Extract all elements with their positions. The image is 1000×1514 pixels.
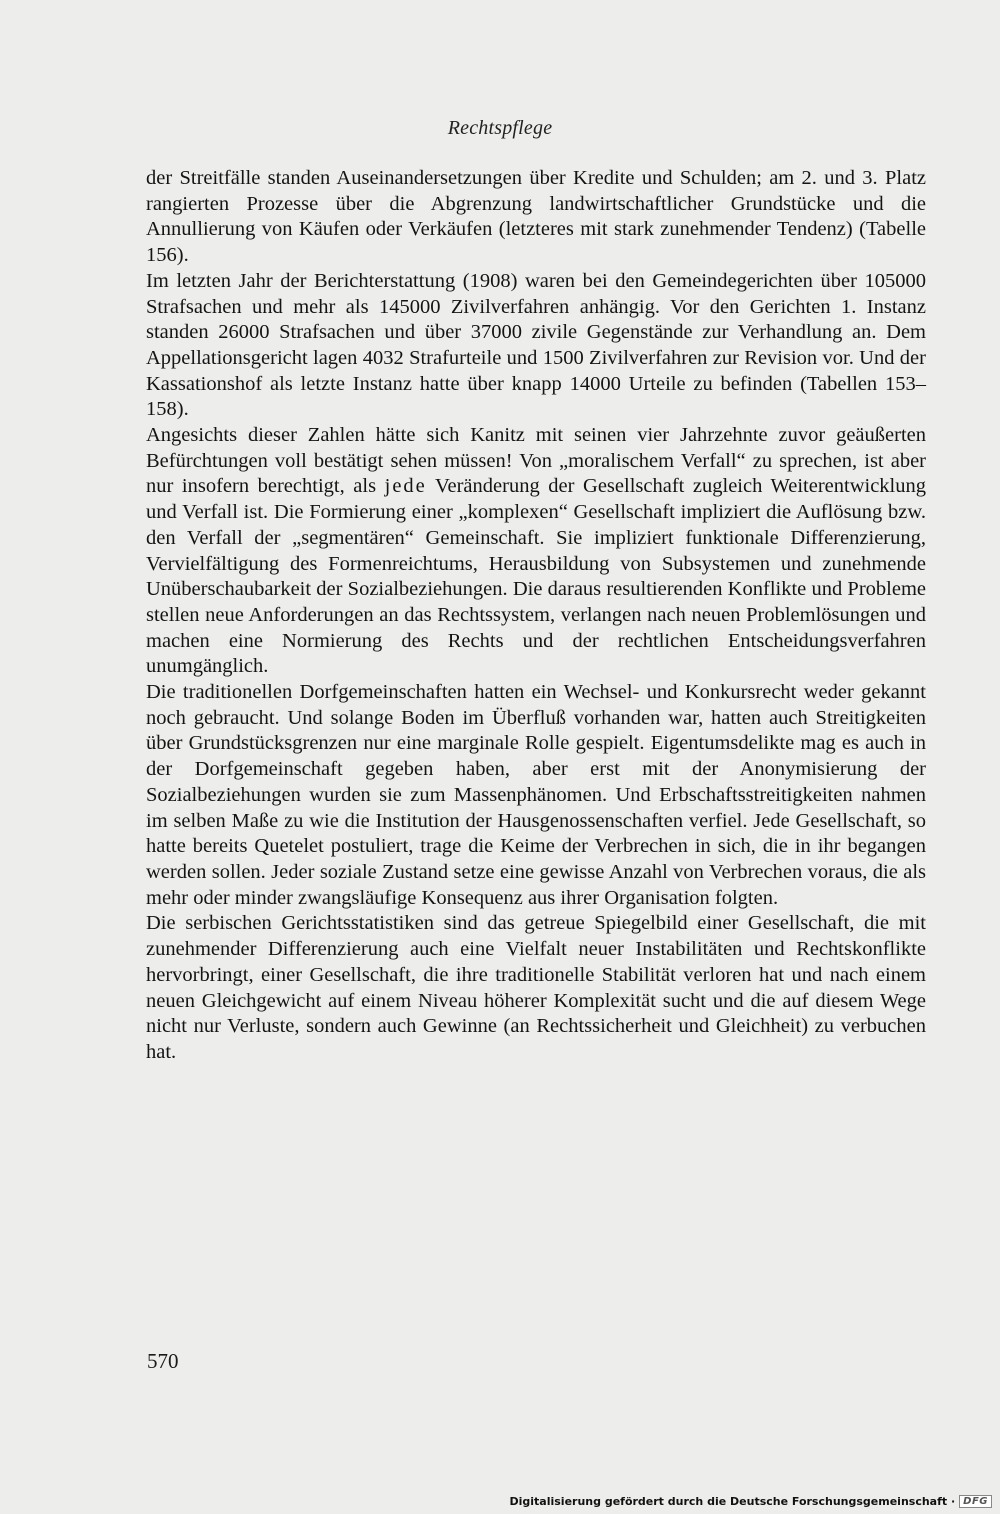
body-text — [146, 166, 926, 1066]
paragraph: Die serbischen Gerichtsstatistiken sind das getreue Spiegelbild einer Gesellschaft, die mit zunehmender Differenzierung auch eine Vielfalt neuer Instabilitäten und Rechtskonflikte hervorbringt, einer Gesellschaft, die ihre traditionelle Stabilität verloren hat und nach einem neuen Gleichgewicht auf einem Niveau höherer Komplexität sucht und die auf diesem Wege nicht nur Verluste, sondern auch Gewinne (an Rechtssicherheit und Gleichheit) zu verbuchen hat. — [146, 912, 926, 1063]
paragraph — [146, 423, 926, 680]
emphasized-word: jede — [384, 475, 427, 498]
paragraph: der Streitfälle standen Auseinandersetzungen über Kredite und Schulden; am 2. und 3. Platz rangierten Prozesse über die Abgrenzung landwirtschaftlicher Grundstücke und die Annullierung von Käufen oder Verkäufen (letzteres mit stark zunehmender Tendenz) (Tabelle 156). — [146, 167, 926, 267]
digitization-credit — [509, 1495, 992, 1508]
paragraph: Die traditionellen Dorfgemeinschaften hatten ein Wechsel- und Konkursrecht weder gekannt noch gebraucht. Und solange Boden im Überfluß vorhanden war, hatten auch Streitigkeiten über Grundstücksgrenzen nur eine marginale Rolle gespielt. Eigentumsdelikte mag es auch in der Dorfgemeinschaft gegeben haben, aber erst mit der Anonymisierung der Sozialbeziehungen wurden sie zum Massenphänomen. Und Erbschaftsstreitigkeiten nahmen im selben Maße zu wie die Institution der Hausgenossenschaften verfiel. Jede Gesellschaft, so hatte bereits Quetelet postuliert, trage die Keime der Verbrechen in sich, die in ihr begangen werden sollen. Jeder soziale Zustand setze eine gewisse Anzahl von Verbrechen voraus, die als mehr oder minder zwangsläufige Konsequenz aus ihrer Organisation folgten. — [146, 681, 926, 909]
paragraph: Im letzten Jahr der Berichterstattung (1908) waren bei den Gemeindegerichten über 105000 Strafsachen und mehr als 145000 Zivilverfahren anhängig. Vor den Gerichten 1. Instanz standen 26000 Strafsachen und über 37000 zivile Gegenstände zur Verhandlung an. Dem Appellationsgericht lagen 4032 Strafurteile und 1500 Zivilverfahren zur Revision vor. Und der Kassationshof als letzte Instanz hatte über knapp 14000 Urteile zu befinden (Tabellen 153–158). — [146, 269, 926, 421]
page-number: 570 — [147, 1349, 179, 1373]
dfg-logo: DFG — [959, 1495, 992, 1508]
running-header: Rechtspflege — [447, 117, 553, 139]
credit-text: Digitalisierung gefördert durch die Deutsche Forschungsgemeinschaft · — [509, 1495, 956, 1508]
paragraph-text: Veränderung der Gesellschaft zugleich Weiterentwicklung und Verfall ist. Die Formierung einer „komplexen“ Gesellschaft impliziert die Auflösung bzw. den Verfall der „segmentären“ Gemeinschaft. Sie impliziert funktionale Differenzierung, Vervielfältigung des Formenreichtums, Herausbildung von Subsystemen und zunehmende Unüberschaubarkeit der Sozialbeziehungen. Die daraus resultierenden Konflikte und Probleme stellen neue Anforderungen an das Rechtssystem, verlangen nach neuen Problemlösungen und machen eine Normierung des Rechts und der rechtlichen Entscheidungsverfahren unumgänglich. — [146, 475, 926, 678]
paragraph-text: Angesichts dieser Zahlen hätte sich Kanitz mit seinen vier Jahrzehnte zuvor geäußerten Befürchtungen voll bestätigt sehen müssen! Von „moralischem Verfall“ zu sprechen, ist aber nur insofern berechtigt, als — [146, 424, 926, 498]
